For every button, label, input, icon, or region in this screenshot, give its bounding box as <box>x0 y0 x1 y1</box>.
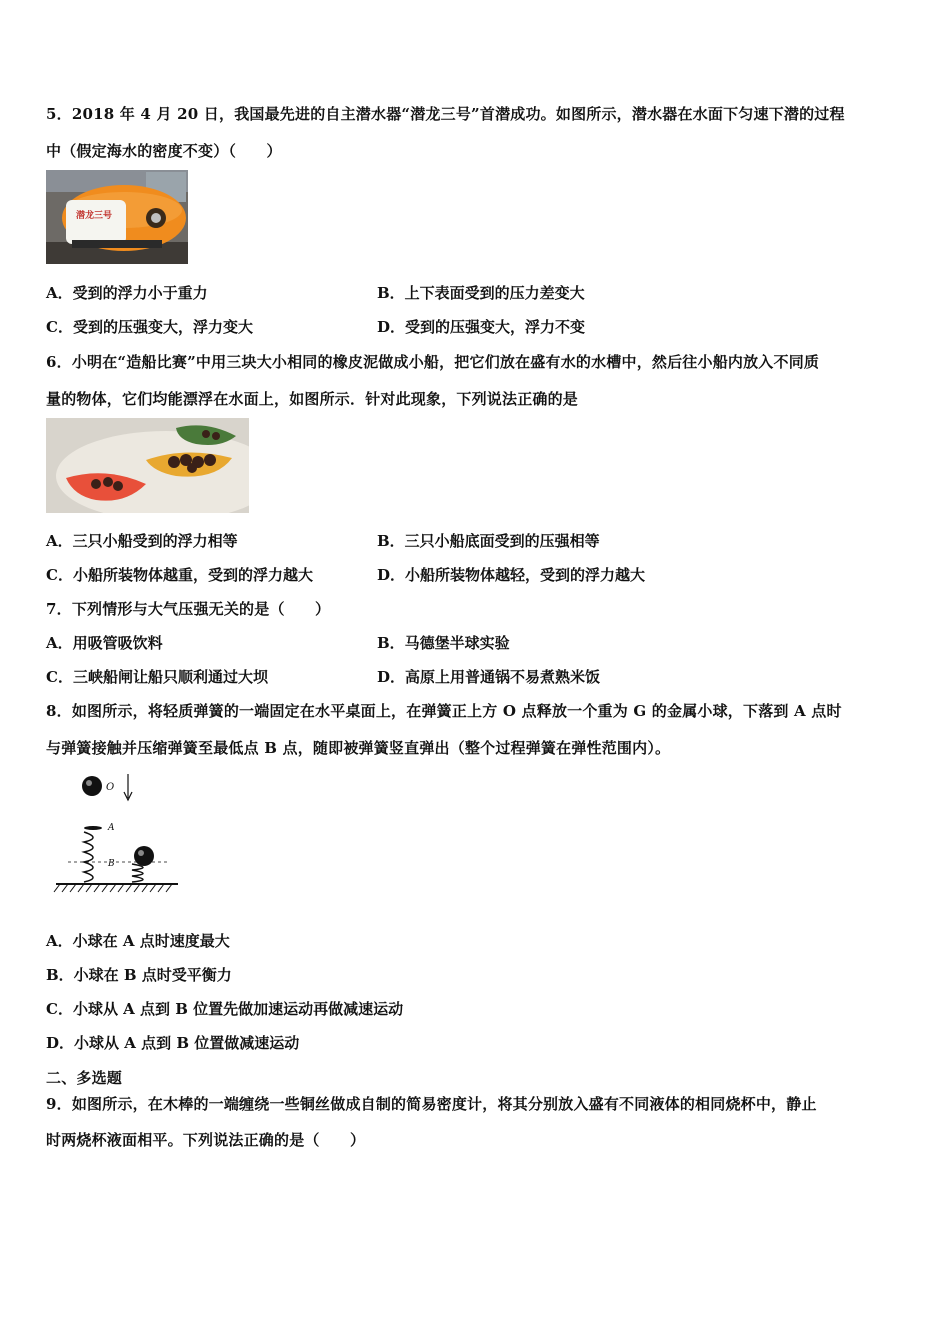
q8-stem-line1: 8．如图所示，将轻质弹簧的一端固定在水平桌面上，在弹簧正上方 O 点释放一个重为 G 的金属小球，下落到 A 点时 <box>46 702 842 720</box>
label-o: O <box>106 782 115 793</box>
submarine-photo <box>46 170 188 264</box>
q6-option-d: D．小船所装物体越轻，受到的浮力越大 <box>377 566 646 584</box>
q5-option-a: A．受到的浮力小于重力 <box>46 284 208 302</box>
q8-stem-line2: 与弹簧接触并压缩弹簧至最低点 B 点，随即被弹簧竖直弹出（整个过程弹簧在弹性范围内）。 <box>46 739 671 757</box>
q6-stem-line1: 6．小明在“造船比赛”中用三块大小相同的橡皮泥做成小船，把它们放在盛有水的水槽中，然后往小船内放入不同质 <box>46 353 820 371</box>
q6-option-b: B．三只小船底面受到的压强相等 <box>377 532 600 550</box>
boats-photo <box>46 418 249 513</box>
q6-option-c: C．小船所装物体越重，受到的浮力越大 <box>46 566 313 584</box>
q7-option-d: D．高原上用普通锅不易煮熟米饭 <box>377 668 601 686</box>
q8-option-d: D．小球从 A 点到 B 位置做减速运动 <box>46 1034 300 1052</box>
q5-stem-line2: 中（假定海水的密度不变）（ ） <box>46 142 282 160</box>
q6-option-a: A．三只小船受到的浮力相等 <box>46 532 238 550</box>
q9-stem-line2: 时两烧杯液面相平。下列说法正确的是（ ） <box>46 1131 366 1149</box>
q8-option-c: C．小球从 A 点到 B 位置先做加速运动再做减速运动 <box>46 1000 404 1018</box>
q5-option-b: B．上下表面受到的压力差变大 <box>377 284 585 302</box>
label-a: A <box>108 823 115 833</box>
q7-option-a: A．用吸管吸饮料 <box>46 634 163 652</box>
submarine-label: 潜龙三号 <box>76 211 113 221</box>
section-title: 二、多选题 <box>46 1069 123 1087</box>
label-b: B <box>108 859 115 869</box>
q8-option-a: A．小球在 A 点时速度最大 <box>46 932 230 950</box>
q6-stem-line2: 量的物体，它们均能漂浮在水面上，如图所示．针对此现象，下列说法正确的是 <box>46 390 579 408</box>
q7-option-b: B．马德堡半球实验 <box>377 634 510 652</box>
q5-option-d: D．受到的压强变大，浮力不变 <box>377 318 586 336</box>
spring-diagram <box>52 770 184 896</box>
q7-stem-line1: 7．下列情形与大气压强无关的是（ ） <box>46 600 331 618</box>
q9-stem-line1: 9．如图所示，在木棒的一端缠绕一些铜丝做成自制的简易密度计，将其分别放入盛有不同液体的相同烧杯中，静止 <box>46 1095 817 1113</box>
q8-option-b: B．小球在 B 点时受平衡力 <box>46 966 232 984</box>
q7-option-c: C．三峡船闸让船只顺利通过大坝 <box>46 668 268 686</box>
q5-stem-line1: 5．2018 年 4 月 20 日，我国最先进的自主潜水器“潜龙三号”首潜成功。如图所示，潜水器在水面下匀速下潜的过程 <box>46 105 845 123</box>
q5-option-c: C．受到的压强变大，浮力变大 <box>46 318 253 336</box>
